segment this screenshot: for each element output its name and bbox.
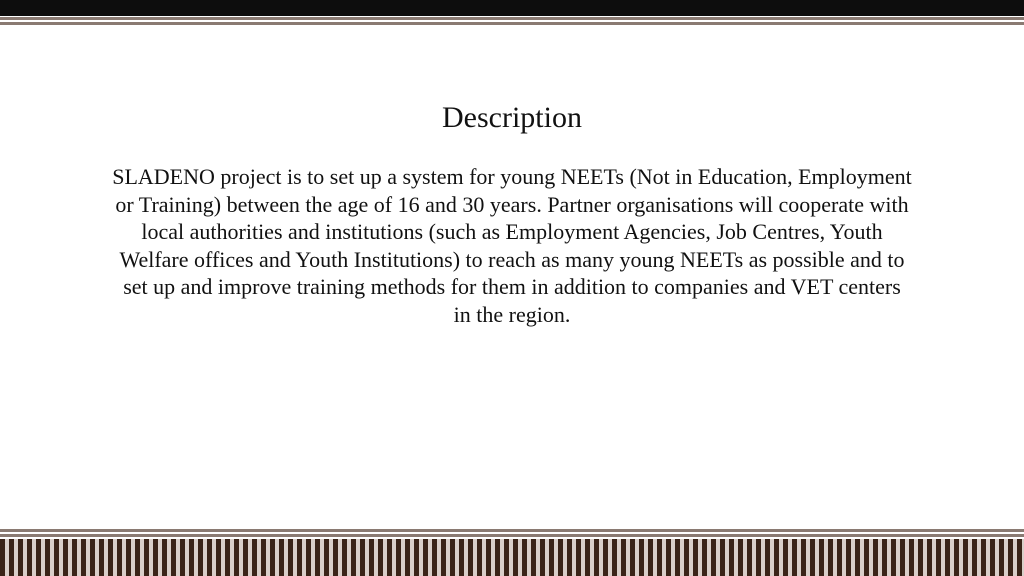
slide-body-text: SLADENO project is to set up a system for young NEETs (Not in Education, Employment or Training) between the age of 16 and 30 years. Partner organisations will cooperate with local authorities and institutions (such as Employment Agencies, Job Centres, Youth Welfare offices and Youth Institutions) to reach as many young NEETs as possible and to set up and improve training methods for them in addition to companies and VET centers in the region.: [112, 164, 912, 327]
bottom-divider-line: [0, 534, 1024, 537]
top-decorative-band: [0, 0, 1024, 16]
slide-title: Description: [442, 101, 582, 134]
bottom-striped-band: [0, 539, 1024, 576]
top-divider-line: [0, 17, 1024, 20]
bottom-divider-line: [0, 529, 1024, 532]
top-divider-line: [0, 22, 1024, 25]
